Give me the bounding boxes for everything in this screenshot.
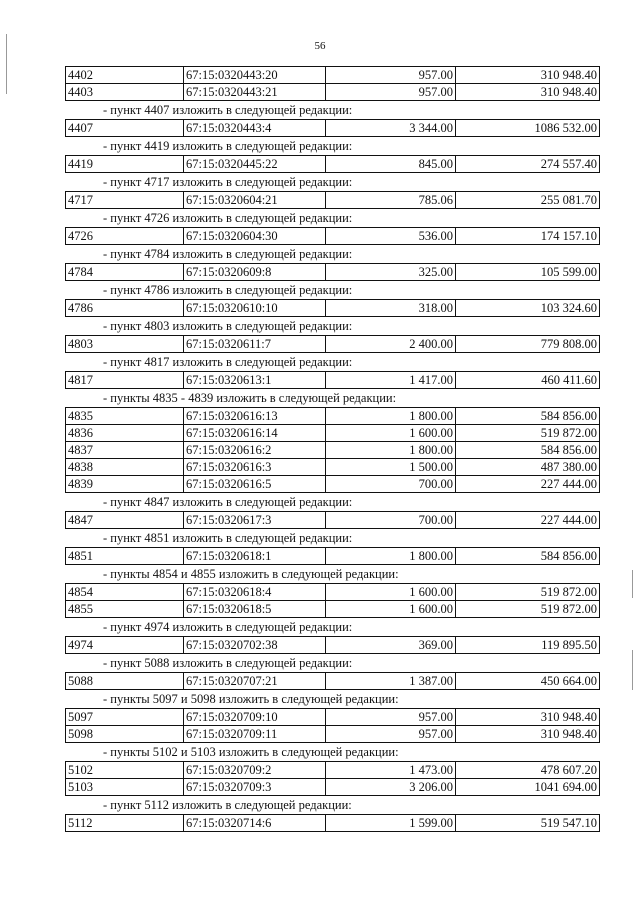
parcel-table: [65, 299, 600, 317]
amendment-note: - пункт 4851 изложить в следующей редакции:: [103, 531, 353, 545]
cadastral-number-cell: 67:15:0320613:1: [184, 372, 326, 389]
item-number-cell: 4835: [66, 408, 184, 425]
amendment-note: - пункт 5088 изложить в следующей редакции:: [103, 656, 353, 670]
area-cell: 785.06: [326, 192, 456, 209]
parcel-table: [65, 119, 600, 137]
value-cell: 227 444.00: [456, 476, 600, 493]
item-number-cell: 4726: [66, 228, 184, 245]
cadastral-number-cell: 67:15:0320709:11: [184, 726, 326, 743]
parcel-table: [65, 263, 600, 281]
area-cell: 1 600.00: [326, 425, 456, 442]
value-cell: 519 872.00: [456, 584, 600, 601]
table-row: [66, 408, 600, 425]
value-cell: 1086 532.00: [456, 120, 600, 137]
table-row: [66, 336, 600, 353]
amendment-note: - пункты 5102 и 5103 изложить в следующей редакции:: [103, 745, 399, 759]
value-cell: 227 444.00: [456, 512, 600, 529]
area-cell: 1 600.00: [326, 601, 456, 618]
table-row: [66, 637, 600, 654]
item-number-cell: 4974: [66, 637, 184, 654]
table-row: [66, 459, 600, 476]
item-number-cell: 5097: [66, 709, 184, 726]
table-row: [66, 709, 600, 726]
table-row: [66, 425, 600, 442]
item-number-cell: 5103: [66, 779, 184, 796]
area-cell: 2 400.00: [326, 336, 456, 353]
parcel-table: [65, 672, 600, 690]
value-cell: 487 380.00: [456, 459, 600, 476]
parcel-table: [65, 583, 600, 618]
value-cell: 450 664.00: [456, 673, 600, 690]
area-cell: 957.00: [326, 67, 456, 84]
value-cell: 1041 694.00: [456, 779, 600, 796]
amendment-note: - пункт 4803 изложить в следующей редакции:: [103, 319, 353, 333]
parcel-table: [65, 371, 600, 389]
area-cell: 325.00: [326, 264, 456, 281]
area-cell: 957.00: [326, 726, 456, 743]
value-cell: 105 599.00: [456, 264, 600, 281]
cadastral-number-cell: 67:15:0320709:2: [184, 762, 326, 779]
parcel-table: [65, 155, 600, 173]
parcel-table: [65, 227, 600, 245]
amendment-note: - пункт 4786 изложить в следующей редакции:: [103, 283, 353, 297]
table-row: [66, 300, 600, 317]
area-cell: 1 473.00: [326, 762, 456, 779]
cadastral-number-cell: 67:15:0320616:5: [184, 476, 326, 493]
table-row: [66, 512, 600, 529]
value-cell: 274 557.40: [456, 156, 600, 173]
item-number-cell: 4839: [66, 476, 184, 493]
value-cell: 478 607.20: [456, 762, 600, 779]
item-number-cell: 4817: [66, 372, 184, 389]
table-row: [66, 726, 600, 743]
table-row: [66, 442, 600, 459]
item-number-cell: 4855: [66, 601, 184, 618]
value-cell: 119 895.50: [456, 637, 600, 654]
item-number-cell: 4403: [66, 84, 184, 101]
item-number-cell: 4402: [66, 67, 184, 84]
area-cell: 845.00: [326, 156, 456, 173]
item-number-cell: 4837: [66, 442, 184, 459]
item-number-cell: 4836: [66, 425, 184, 442]
cadastral-number-cell: 67:15:0320709:3: [184, 779, 326, 796]
area-cell: 1 600.00: [326, 584, 456, 601]
item-number-cell: 4847: [66, 512, 184, 529]
binding-mark: [632, 570, 633, 598]
item-number-cell: 4419: [66, 156, 184, 173]
parcel-table: [65, 814, 600, 832]
item-number-cell: 4851: [66, 548, 184, 565]
table-row: [66, 372, 600, 389]
amendment-note: - пункт 4717 изложить в следующей редакции:: [103, 175, 353, 189]
value-cell: 103 324.60: [456, 300, 600, 317]
cadastral-number-cell: 67:15:0320611:7: [184, 336, 326, 353]
table-row: [66, 264, 600, 281]
table-row: [66, 815, 600, 832]
item-number-cell: 5088: [66, 673, 184, 690]
area-cell: 1 387.00: [326, 673, 456, 690]
item-number-cell: 4717: [66, 192, 184, 209]
area-cell: 318.00: [326, 300, 456, 317]
cadastral-number-cell: 67:15:0320443:21: [184, 84, 326, 101]
table-row: [66, 601, 600, 618]
page-number: 56: [314, 40, 326, 52]
parcel-table: [65, 708, 600, 743]
table-row: [66, 584, 600, 601]
cadastral-number-cell: 67:15:0320616:13: [184, 408, 326, 425]
amendment-note: - пункт 4817 изложить в следующей редакции:: [103, 355, 353, 369]
cadastral-number-cell: 67:15:0320616:14: [184, 425, 326, 442]
area-cell: 369.00: [326, 637, 456, 654]
area-cell: 1 800.00: [326, 442, 456, 459]
area-cell: 957.00: [326, 84, 456, 101]
value-cell: 584 856.00: [456, 408, 600, 425]
area-cell: 1 599.00: [326, 815, 456, 832]
cadastral-number-cell: 67:15:0320709:10: [184, 709, 326, 726]
table-row: [66, 762, 600, 779]
item-number-cell: 4786: [66, 300, 184, 317]
table-row: [66, 779, 600, 796]
parcel-table: [65, 511, 600, 529]
cadastral-number-cell: 67:15:0320618:5: [184, 601, 326, 618]
area-cell: 1 800.00: [326, 408, 456, 425]
amendment-note: - пункты 4854 и 4855 изложить в следующей редакции:: [103, 567, 399, 581]
area-cell: 957.00: [326, 709, 456, 726]
amendment-note: - пункты 4835 - 4839 изложить в следующей редакции:: [103, 391, 397, 405]
area-cell: 1 417.00: [326, 372, 456, 389]
cadastral-number-cell: 67:15:0320618:4: [184, 584, 326, 601]
cadastral-number-cell: 67:15:0320443:20: [184, 67, 326, 84]
value-cell: 310 948.40: [456, 726, 600, 743]
value-cell: 519 872.00: [456, 425, 600, 442]
table-row: [66, 673, 600, 690]
parcel-table: [65, 761, 600, 796]
parcel-table: [65, 335, 600, 353]
table-row: [66, 156, 600, 173]
amendment-note: - пункт 4407 изложить в следующей редакции:: [103, 103, 353, 117]
cadastral-number-cell: 67:15:0320604:21: [184, 192, 326, 209]
amendment-note: - пункт 4419 изложить в следующей редакции:: [103, 139, 353, 153]
area-cell: 700.00: [326, 476, 456, 493]
item-number-cell: 4784: [66, 264, 184, 281]
value-cell: 584 856.00: [456, 442, 600, 459]
amendment-note: - пункты 5097 и 5098 изложить в следующей редакции:: [103, 692, 399, 706]
value-cell: 584 856.00: [456, 548, 600, 565]
parcel-table: [65, 636, 600, 654]
table-row: [66, 476, 600, 493]
area-cell: 536.00: [326, 228, 456, 245]
table-row: [66, 228, 600, 245]
amendment-note: - пункт 4974 изложить в следующей редакции:: [103, 620, 353, 634]
parcel-table: [65, 547, 600, 565]
item-number-cell: 5098: [66, 726, 184, 743]
value-cell: 519 872.00: [456, 601, 600, 618]
value-cell: 460 411.60: [456, 372, 600, 389]
value-cell: 310 948.40: [456, 67, 600, 84]
table-row: [66, 67, 600, 84]
table-row: [66, 548, 600, 565]
cadastral-number-cell: 67:15:0320616:3: [184, 459, 326, 476]
cadastral-number-cell: 67:15:0320609:8: [184, 264, 326, 281]
amendment-note: - пункт 5112 изложить в следующей редакции:: [103, 798, 352, 812]
item-number-cell: 4407: [66, 120, 184, 137]
cadastral-number-cell: 67:15:0320702:38: [184, 637, 326, 654]
amendment-note: - пункт 4784 изложить в следующей редакции:: [103, 247, 353, 261]
area-cell: 3 344.00: [326, 120, 456, 137]
value-cell: 519 547.10: [456, 815, 600, 832]
binding-mark: [632, 650, 633, 690]
value-cell: 255 081.70: [456, 192, 600, 209]
table-row: [66, 192, 600, 209]
cadastral-number-cell: 67:15:0320707:21: [184, 673, 326, 690]
value-cell: 310 948.40: [456, 84, 600, 101]
value-cell: 310 948.40: [456, 709, 600, 726]
value-cell: 779 808.00: [456, 336, 600, 353]
area-cell: 1 500.00: [326, 459, 456, 476]
table-row: [66, 120, 600, 137]
cadastral-number-cell: 67:15:0320714:6: [184, 815, 326, 832]
item-number-cell: 4838: [66, 459, 184, 476]
item-number-cell: 5102: [66, 762, 184, 779]
document-body: [65, 66, 599, 832]
value-cell: 174 157.10: [456, 228, 600, 245]
amendment-note: - пункт 4726 изложить в следующей редакции:: [103, 211, 353, 225]
parcel-table: [65, 407, 600, 493]
area-cell: 700.00: [326, 512, 456, 529]
cadastral-number-cell: 67:15:0320445:22: [184, 156, 326, 173]
amendment-note: - пункт 4847 изложить в следующей редакции:: [103, 495, 353, 509]
parcel-table: [65, 66, 600, 101]
cadastral-number-cell: 67:15:0320604:30: [184, 228, 326, 245]
area-cell: 1 800.00: [326, 548, 456, 565]
parcel-table: [65, 191, 600, 209]
cadastral-number-cell: 67:15:0320617:3: [184, 512, 326, 529]
cadastral-number-cell: 67:15:0320443:4: [184, 120, 326, 137]
item-number-cell: 4803: [66, 336, 184, 353]
table-row: [66, 84, 600, 101]
area-cell: 3 206.00: [326, 779, 456, 796]
item-number-cell: 4854: [66, 584, 184, 601]
cadastral-number-cell: 67:15:0320616:2: [184, 442, 326, 459]
item-number-cell: 5112: [66, 815, 184, 832]
cadastral-number-cell: 67:15:0320618:1: [184, 548, 326, 565]
cadastral-number-cell: 67:15:0320610:10: [184, 300, 326, 317]
